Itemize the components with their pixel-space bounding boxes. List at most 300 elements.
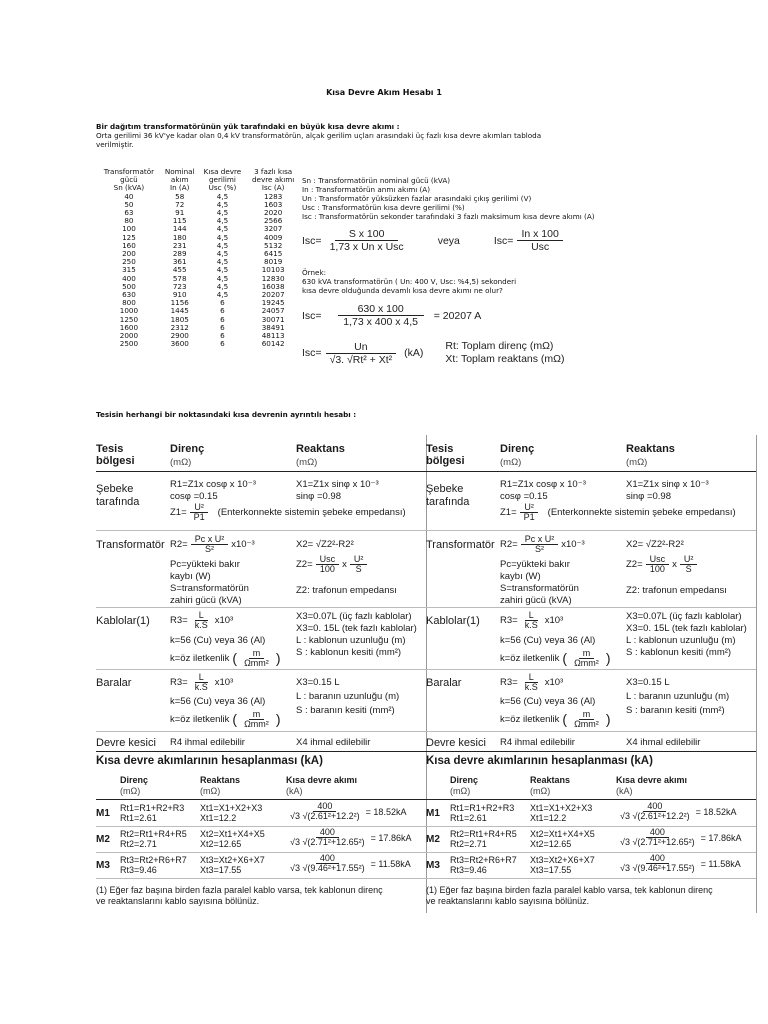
kablo-x1: X3=0.07L (üç fazlı kablolar) [296,611,412,622]
kesici-r: R4 ihmal edilebilir [500,737,575,748]
table-cell: 315 [122,265,136,275]
trafo-x3: Z2: trafonun empedansı [296,585,397,596]
calc-fraction [286,854,369,873]
calc-header-reaktans: Reaktans [530,775,571,785]
table-cell: 10103 [261,265,285,275]
table-cell: 1156 [170,298,189,308]
example-formula-numerator: 630 x 100 [338,303,424,316]
calc-row-label: M2 [96,834,110,845]
row-label-trafo: Transformatör [96,539,165,551]
trafo-header-line: akım [170,175,189,185]
calc-fraction [616,802,694,821]
table-cell: 24057 [261,306,285,316]
formula-isc2-lhs: Isc= [493,234,514,247]
calc-x1: Xt3=Xt2+X6+X7 [200,855,265,865]
table-cell: 630 [122,290,136,300]
trafo-r-lhs: R2= [170,538,188,550]
trafo-header-line: Sn (kVA) [113,183,145,193]
transformer-table-header [97,168,300,193]
calc-result: = 18.52kA [695,806,737,817]
table-cell: 72 [175,199,185,209]
row-rule [426,751,756,752]
row-label-baralar: Baralar [426,677,462,689]
table-cell: 4009 [264,232,283,242]
table-cell: 4,5 [216,290,229,300]
legend-line: Sn : Transformatörün nominal gücü (kVA) [302,176,451,185]
calc-x1: Xt2=Xt1+X4+X5 [530,829,595,839]
trafo-z [626,555,697,574]
bara-x2: L : baranın uzunluğu (m) [626,691,730,702]
trafo-z-x: x [672,558,677,570]
intro-text [96,131,696,149]
example-formula-fraction [338,303,424,328]
kablo-r [500,611,563,630]
trafo-header-line: In (A) [169,183,190,193]
kablo-r2: k=56 (Cu) veya 36 (Al) [500,635,596,646]
calc-header-akim: Kısa devre akımı [616,775,688,785]
row-rule [96,607,426,608]
calc-formula [616,828,741,847]
table-cell: 200 [122,249,136,259]
trafo-r4: S=transformatörün [500,583,579,594]
trafo-z-fraction [646,555,670,574]
col-header-direnc-unit: (mΩ) [170,457,192,468]
kesici-r: R4 ihmal edilebilir [170,737,245,748]
calc-row-label: M1 [96,808,110,819]
col-header-reaktans-unit: (mΩ) [626,457,648,468]
fraction-denominator: S² [204,544,214,554]
table-cell: 361 [172,257,187,267]
row-rule [426,826,756,827]
fraction-denominator: P1 [193,512,205,522]
fraction-numerator: 400 [316,828,339,838]
table-cell: 8019 [264,257,283,267]
fraction-numerator: 400 [646,828,669,838]
formula-total-numerator: Un [326,341,395,354]
sebeke-z [500,503,736,522]
calc-title: Kısa devre akımlarının hesaplanması (kA) [96,755,323,767]
example-formula-result: = 20207 A [433,309,482,322]
calc-formula [616,854,741,873]
calc-unit-reaktans: (mΩ) [530,786,551,796]
trafo-r2: Pc=yükteki bakır [170,559,240,570]
formula-isc-numerator: S x 100 [335,228,399,241]
table-cell: 4,5 [216,232,229,242]
table-cell: 500 [122,281,136,291]
bara-x2: L : baranın uzunluğu (m) [296,691,400,702]
trafo-header-line: Kısa devre [203,167,242,176]
calc-header-direnc: Direnç [120,775,149,785]
calc-fraction [286,828,369,847]
calc-row-label: M3 [426,860,440,871]
trafo-r3: kaybı (W) [170,571,211,582]
heading-dagitim: Bir dağıtım transformatörünün yük tarafındaki en büyük kısa devre akımı : [96,122,400,131]
calc-x1: Xt2=Xt1+X4+X5 [200,829,265,839]
paren-close: ) [605,710,611,727]
calc-r2: Rt3=9.46 [120,865,157,875]
fraction-denominator: √3 √(9.46²+17.55²) [620,863,695,873]
trafo-r3: kaybı (W) [500,571,541,582]
fraction-denominator: √3 √(9.46²+17.55²) [290,863,365,873]
calc-formula [286,802,406,821]
fraction-denominator: √3 √(2.71²+12.65²) [620,837,695,847]
fraction-denominator: √3 √(2.61²+12.2²) [620,811,690,821]
table-cell: 4,5 [216,199,229,209]
calc-formula [286,828,411,847]
trafo-r4: S=transformatörün [170,583,249,594]
sebeke-x1: X1=Z1x sinφ x 10⁻³ [296,479,379,490]
fraction-numerator: m [249,710,265,720]
calc-r2: Rt2=2.71 [120,839,157,849]
formula-isc-fraction [326,228,408,253]
trafo-header-col-2 [199,168,247,193]
fraction-denominator: Ωmm² [244,658,269,668]
formula-isc-denominator: 1,73 x Un x Usc [329,241,404,253]
table-cell: 910 [172,290,187,300]
fraction-denominator: k.S [194,682,208,692]
bara-r2: k=56 (Cu) veya 36 (Al) [170,696,266,707]
table-cell: 1250 [119,314,139,324]
formula-isc-lhs: Isc= [302,234,322,247]
kablo-r3 [170,649,280,668]
col-header-direnc-unit: (mΩ) [500,457,522,468]
table-cell: 4,5 [216,216,229,226]
legend-line: In : Transformatörün anmı akımı (A) [302,185,431,194]
col-header-reaktans: Reaktans [296,443,345,455]
col-header-reaktans: Reaktans [626,443,675,455]
table-cell: 5132 [264,240,283,250]
row-label-sebeke-2: tarafında [426,496,470,508]
table-cell: 2566 [264,216,283,226]
calc-header-akim: Kısa devre akımı [286,775,358,785]
trafo-z [296,555,367,574]
trafo-r-mul: x10⁻³ [231,538,255,550]
table-cell: 1000 [119,306,139,316]
row-label-sebeke: Şebeke [96,483,134,495]
legend-line: Un : Transformatör yüksüzken fazlar arasındaki çıkış gerilimi (V) [302,194,532,203]
row-label-kesici: Devre kesici [96,737,156,749]
formula-or: veya [437,234,460,247]
fraction-numerator: U² [350,555,368,565]
calc-result: = 18.52kA [365,806,407,817]
trafo-r-lhs: R2= [500,538,518,550]
table-cell: 6 [220,331,225,341]
table-cell: 4,5 [216,257,229,267]
table-cell: 4,5 [216,191,229,201]
calc-panel-left [96,435,426,913]
page-title: Kısa Devre Akım Hesabı 1 [326,88,442,97]
table-cell: 58 [175,191,185,201]
fraction-numerator: 400 [316,854,339,864]
col-header-reaktans-unit: (mΩ) [296,457,318,468]
fraction-denominator: k.S [194,620,208,630]
table-cell: 800 [122,298,136,308]
fraction-numerator: L [525,673,538,683]
bara-r [500,673,563,692]
fraction-numerator: m [249,649,265,659]
table-cell: 144 [172,224,187,234]
formula-total-fraction [326,341,397,366]
table-cell: 80 [124,216,134,226]
calc-x2: Xt2=12.65 [200,839,242,849]
calc-r1: Rt2=Rt1+R4+R5 [120,829,187,839]
formula-total-unit: (kA) [404,347,424,359]
kablo-r-fraction [191,611,212,630]
example-label: Örnek: [302,268,327,277]
fraction-denominator: S² [534,544,544,554]
trafo-z-fraction-2 [350,555,368,574]
fraction-numerator: L [195,611,208,621]
row-rule [426,607,756,608]
calc-r2: Rt3=9.46 [450,865,487,875]
bara-r-mul: x10³ [214,676,234,688]
kablo-x4: S : kablonun kesiti (mm²) [626,647,732,658]
table-cell: 20207 [261,290,285,300]
table-cell: 289 [172,249,187,259]
calc-panel-right [426,435,756,913]
paren-open: ( [562,710,568,727]
legend-line: Usc : Transformatörün kısa devre gerilimi (%) [302,203,465,212]
calc-x2: Xt2=12.65 [530,839,572,849]
calc-header-direnc: Direnç [450,775,479,785]
fraction-denominator: P1 [523,512,535,522]
calc-formula [286,854,411,873]
bara-r3 [500,710,610,729]
table-cell: 4,5 [216,240,229,250]
formula-total-xt: Xt: Toplam reaktans (mΩ) [445,353,565,365]
table-cell: 578 [172,273,187,283]
table-cell: 4,5 [216,224,229,234]
intro-line-1: Orta gerilimi 36 kV'ye kadar olan 0,4 kV transformatörün, alçak gerilim uçları arasındaki üç fazlı kısa devre akımları tabloda [96,131,542,140]
fraction-numerator: 400 [643,802,666,812]
table-cell: 180 [172,232,187,242]
formula-total-legend [445,340,564,366]
table-cell: 12830 [261,273,285,283]
kablo-r-mul: x10³ [214,614,234,626]
bara-r-lhs: R3= [500,676,518,688]
calc-row-label: M1 [426,808,440,819]
row-rule [426,669,756,670]
fraction-denominator: √3 √(2.61²+12.2²) [290,811,360,821]
sebeke-x2: sinφ =0.98 [296,491,341,502]
bara-x3: S : baranın kesiti (mm²) [626,705,725,716]
bara-k-fraction [240,710,273,729]
trafo-r5: zahiri gücü (kVA) [170,595,242,606]
table-cell: 2500 [119,339,139,349]
trafo-header-col-1 [161,168,199,193]
row-rule [96,751,426,752]
bara-r-lhs: R3= [170,676,188,688]
kablo-r-lhs: R3= [500,614,518,626]
table-cell: 2312 [170,322,189,332]
table-cell: 6 [220,314,225,324]
row-label-kablolar: Kablolar(1) [96,615,150,627]
kablo-r3-text: k=öz iletkenlik [500,652,560,664]
bara-x1: X3=0.15 L [296,677,340,688]
kablo-x2: X3=0. 15L (tek fazlı kablolar) [626,623,747,634]
table-cell: 6 [220,322,225,332]
bara-x3: S : baranın kesiti (mm²) [296,705,395,716]
trafo-header-line: devre akımı [251,175,295,185]
sebeke-r1: R1=Z1x cosφ x 10⁻³ [500,479,586,490]
sebeke-x1: X1=Z1x sinφ x 10⁻³ [626,479,709,490]
formula-total-denominator: √3. √Rt² + Xt² [329,353,393,366]
example-formula-denominator: 1,73 x 400 x 4,5 [343,316,418,328]
row-label-kablolar: Kablolar(1) [426,615,480,627]
trafo-r-mul: x10⁻³ [561,538,585,550]
formula-total-lhs: Isc= [302,347,322,359]
table-cell: 2020 [264,208,283,218]
table-cell: 6 [220,298,225,308]
legend-line: Isc : Transformatörün sekonder tarafındaki 3 fazlı maksimum kısa devre akımı (A) [302,212,595,221]
fraction-denominator: Ωmm² [244,719,269,729]
calc-unit-reaktans: (mΩ) [200,786,221,796]
table-cell: 125 [122,232,136,242]
fraction-numerator: m [579,649,595,659]
row-label-kesici: Devre kesici [426,737,486,749]
row-rule [426,852,756,853]
calc-title: Kısa devre akımlarının hesaplanması (kA) [426,755,653,767]
fraction-numerator: m [579,710,595,720]
table-cell: 115 [172,216,187,226]
calc-x2: Xt3=17.55 [530,865,572,875]
table-row [97,340,300,348]
calc-result: = 17.86kA [700,832,742,843]
trafo-r-fraction [191,535,229,554]
calc-r2: Rt1=2.61 [120,813,157,823]
kesici-x: X4 ihmal edilebilir [626,737,701,748]
table-cell: 2000 [119,331,139,341]
fraction-numerator: U² [520,503,538,513]
panel-divider [756,435,757,913]
sebeke-z-fraction [520,503,539,522]
bara-r3 [170,710,280,729]
table-cell: 38491 [261,322,285,332]
table-cell: 1283 [264,191,283,201]
fraction-denominator: √3 √(2.71²+12.65²) [290,837,365,847]
fraction-numerator: 400 [313,802,336,812]
calc-fraction [616,854,699,873]
table-cell: 50 [124,199,134,209]
table-cell: 6415 [264,249,283,259]
table-cell: 63 [124,208,134,218]
trafo-header-line: Transformatör [103,167,155,176]
kablo-k-fraction [570,649,603,668]
formula-isc2-numerator: In x 100 [517,228,562,241]
paren-close: ) [605,649,611,666]
table-cell: 3600 [170,339,189,349]
kablo-r3-text: k=öz iletkenlik [170,652,230,664]
table-cell: 455 [172,265,187,275]
calc-r2: Rt1=2.61 [450,813,487,823]
example-line-2: kısa devre olduğunda devamlı kısa devre akımı ne olur? [302,286,503,295]
col-header-bolgesi: bölgesi [426,455,465,467]
trafo-header-line: Isc (A) [261,183,285,193]
table-cell: 3207 [264,224,283,234]
fraction-numerator: Pc x U² [521,535,559,545]
trafo-x1: X2= √Z2²-R2² [296,539,354,550]
kablo-r [170,611,233,630]
table-cell: 40 [124,191,134,201]
row-label-sebeke-2: tarafında [96,496,140,508]
table-cell: 60142 [261,339,285,349]
kablo-r-mul: x10³ [544,614,564,626]
kablo-r-lhs: R3= [170,614,188,626]
row-label-baralar: Baralar [96,677,132,689]
fraction-numerator: 400 [646,854,669,864]
row-rule [426,799,756,800]
table-cell: 4,5 [216,281,229,291]
trafo-header-line: gerilimi [208,175,236,185]
kesici-x: X4 ihmal edilebilir [296,737,371,748]
transformer-table [97,168,300,348]
paren-close: ) [275,649,281,666]
col-header-direnc: Direnç [500,443,535,455]
fraction-numerator: Usc [316,555,340,565]
fraction-denominator: k.S [524,682,538,692]
kablo-x1: X3=0.07L (üç fazlı kablolar) [626,611,742,622]
row-rule [426,731,756,732]
table-cell: 2900 [170,331,189,341]
calc-result: = 17.86kA [370,832,412,843]
example-formula-lhs: Isc= [302,309,322,322]
calc-r1: Rt3=Rt2+R6+R7 [120,855,187,865]
table-cell: 19245 [261,298,285,308]
formula-total [302,340,565,366]
table-cell: 91 [175,208,185,218]
bara-r3-text: k=öz iletkenlik [170,713,230,725]
sebeke-z-note: (Enterkonnekte sistemin şebeke empedansı) [217,506,406,518]
calc-fraction [616,828,699,847]
calc-fraction [286,802,364,821]
sebeke-z-lhs: Z1= [500,506,517,518]
fraction-denominator: Ωmm² [574,719,599,729]
table-cell: 400 [122,273,136,283]
table-cell: 4,5 [216,265,229,275]
row-rule [426,530,756,531]
paren-open: ( [562,649,568,666]
calc-result: = 11.58kA [370,858,411,869]
table-cell: 4,5 [216,273,229,283]
header-rule [96,471,426,472]
trafo-header-line: Nominal [164,167,195,176]
calc-x2: Xt1=12.2 [530,813,567,823]
calc-r1: Rt1=R1+R2+R3 [120,803,185,813]
fraction-numerator: U² [680,555,698,565]
formula-isc [302,228,563,253]
table-cell: 48113 [261,331,285,341]
fraction-numerator: Usc [646,555,670,565]
table-cell: 723 [172,281,187,291]
sebeke-z-lhs: Z1= [170,506,187,518]
trafo-r5: zahiri gücü (kVA) [500,595,572,606]
kablo-r-fraction [521,611,542,630]
row-rule [96,530,426,531]
trafo-header-line: Usc (%) [208,183,237,193]
table-cell: 6 [220,306,225,316]
formula-isc2-denominator: Usc [531,241,550,253]
formula-isc2-fraction [517,228,562,253]
calc-r1: Rt2=Rt1+R4+R5 [450,829,517,839]
trafo-x3: Z2: trafonun empedansı [626,585,727,596]
sebeke-z [170,503,406,522]
table-cell: 6 [220,339,225,349]
fraction-numerator: L [525,611,538,621]
calc-x2: Xt3=17.55 [200,865,242,875]
sebeke-x2: sinφ =0.98 [626,491,671,502]
trafo-header-col-3 [246,168,300,193]
col-header-tesis: Tesis [96,443,124,455]
